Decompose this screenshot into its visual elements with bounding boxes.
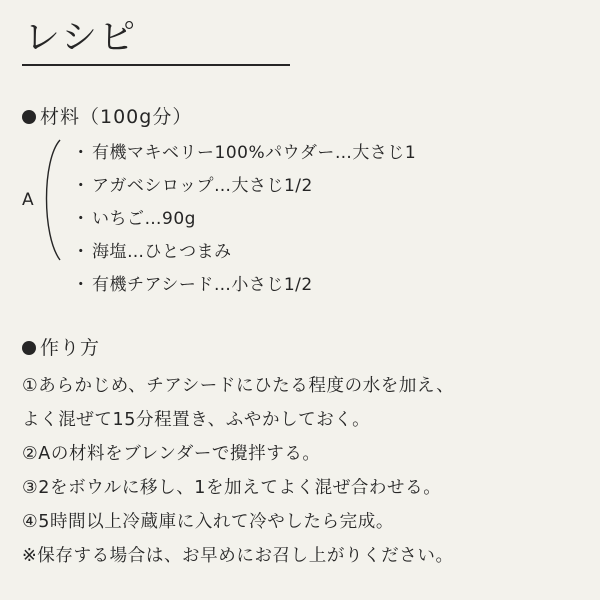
- step-line: ④5時間以上冷蔵庫に入れて冷やしたら完成。: [22, 512, 394, 532]
- middle-dot-icon: ・: [72, 275, 90, 295]
- ingredient-text: アガベシロップ…大さじ1/2: [92, 176, 313, 196]
- list-item: [70, 203, 416, 236]
- step-line: ②Aの材料をブレンダーで攪拌する。: [22, 444, 321, 464]
- ingredients-heading-text: 材料（100g分）: [40, 106, 193, 128]
- ingredient-text: 有機マキベリー100%パウダー…大さじ1: [92, 143, 417, 163]
- list-item: [70, 170, 416, 203]
- title-underline: [22, 64, 290, 66]
- ingredient-text: 海塩…ひとつまみ: [92, 242, 232, 262]
- middle-dot-icon: ・: [72, 209, 90, 229]
- method-heading-text: 作り方: [40, 337, 101, 359]
- recipe-title: レシピ: [24, 17, 138, 58]
- list-item: [70, 236, 416, 269]
- method-steps: [22, 369, 454, 573]
- list-item: [70, 269, 416, 302]
- bullet-icon: [22, 110, 36, 124]
- middle-dot-icon: ・: [72, 143, 90, 163]
- step-line: ①あらかじめ、チアシードにひたる程度の水を加え、: [22, 376, 455, 396]
- middle-dot-icon: ・: [72, 242, 90, 262]
- list-item: [70, 137, 416, 170]
- ingredients-heading: [22, 104, 192, 130]
- bullet-icon: [22, 341, 36, 355]
- ingredient-text: 有機チアシード…小さじ1/2: [92, 275, 313, 295]
- group-bracket: [34, 136, 64, 266]
- step-line: ③2をボウルに移し、1を加えてよく混ぜ合わせる。: [22, 478, 442, 498]
- ingredient-list: [70, 137, 416, 302]
- group-label-a: A: [22, 190, 34, 210]
- middle-dot-icon: ・: [72, 176, 90, 196]
- method-heading: [22, 335, 100, 361]
- ingredient-text: いちご…90g: [92, 209, 196, 229]
- step-note: ※保存する場合は、お早めにお召し上がりください。: [22, 546, 454, 566]
- step-line: よく混ぜて15分程置き、ふやかしておく。: [22, 410, 371, 430]
